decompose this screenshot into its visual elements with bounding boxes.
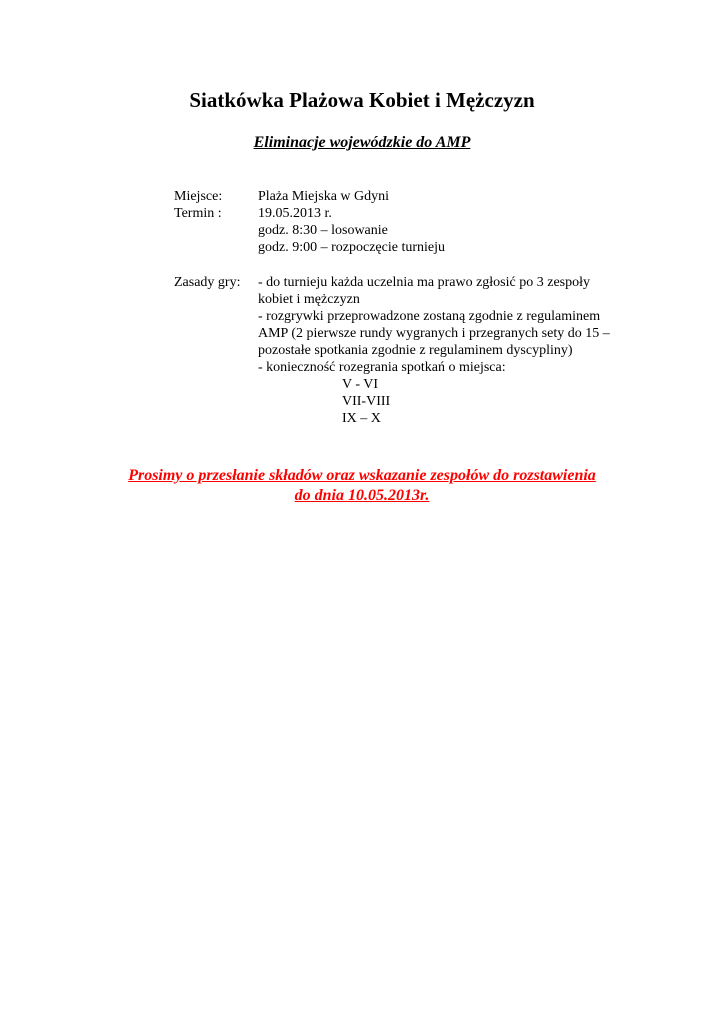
submission-notice (0, 466, 724, 506)
notice-deadline: do dnia 10.05.2013r. (294, 487, 430, 504)
location-value: Plaża Miejska w Gdyni (258, 189, 390, 204)
rules-label: Zasady gry: (174, 275, 241, 290)
term-row (174, 205, 654, 222)
term-time-row (174, 239, 654, 256)
term-time-row (174, 222, 654, 239)
rules-line: - do turnieju każda uczelnia ma prawo zgłosić po 3 zespoły (258, 275, 590, 290)
placement-item: IX – X (342, 411, 381, 426)
term-time-draw: godz. 8:30 – losowanie (258, 223, 388, 238)
rules-line: - konieczność rozegrania spotkań o miejsca: (258, 360, 506, 375)
rules-line: kobiet i mężczyzn (258, 292, 360, 307)
game-rules (174, 274, 654, 427)
document-subtitle: Eliminacje wojewódzkie do AMP (253, 134, 471, 151)
location-row (174, 188, 654, 205)
rules-line: - rozgrywki przeprowadzone zostaną zgodnie z regulaminem (258, 309, 601, 324)
term-time-start: godz. 9:00 – rozpoczęcie turnieju (258, 240, 445, 255)
term-label: Termin : (174, 206, 222, 221)
rules-text (258, 274, 654, 427)
rules-line: AMP (2 pierwsze rundy wygranych i przegranych sety do 15 – (258, 326, 610, 341)
document-title: Siatkówka Plażowa Kobiet i Mężczyzn (189, 88, 535, 112)
location-label: Miejsce: (174, 189, 223, 204)
event-details (174, 188, 654, 256)
rules-line: pozostałe spotkania zgodnie z regulaminem dyscypliny) (258, 343, 573, 358)
notice-line: Prosimy o przesłanie składów oraz wskazanie zespołów do rozstawienia (128, 467, 596, 484)
placement-item: V - VI (342, 377, 379, 392)
term-date: 19.05.2013 r. (258, 206, 332, 221)
placement-item: VII-VIII (342, 394, 391, 409)
